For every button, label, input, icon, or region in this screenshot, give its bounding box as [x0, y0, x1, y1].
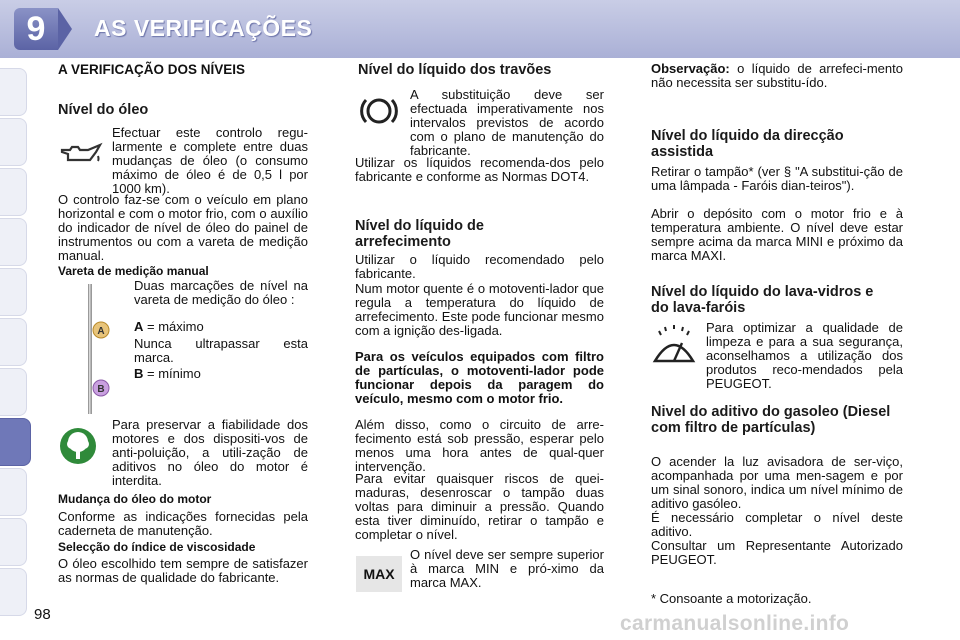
additive-title: Nivel do aditivo do gasoleo (Diesel com filtro de partículas) — [651, 404, 891, 436]
dipstick-mark-a: A — [97, 326, 105, 337]
watermark: carmanualsonline.info — [620, 612, 850, 635]
footnote: * Consoante a motorização. — [651, 591, 812, 606]
dipstick-icon — [84, 284, 114, 416]
oil-level-title: Nível do óleo — [58, 102, 149, 118]
side-tab — [0, 518, 27, 566]
environment-tree-icon — [58, 426, 98, 466]
viscosity-text: O óleo escolhido tem sempre de satisfazer as normas de qualidade do fabricante. — [58, 556, 308, 585]
side-tab — [0, 118, 27, 166]
side-tab — [0, 468, 27, 516]
max-mark-label: MAX — [363, 566, 395, 582]
side-tab-active — [0, 418, 31, 466]
viscosity-title: Selecção do índice de viscosidade — [58, 540, 256, 554]
note-label: Observação: — [651, 61, 730, 76]
steering-text-1: Retirar o tampão* (ver § "A substitui-ção de uma lâmpada - Faróis dian-teiros"). — [651, 164, 903, 193]
brake-text: A substituição deve ser efectuada imperativamente nos intervalos previstos de acordo com o plano de manutenção do fabricante. — [410, 87, 604, 158]
max-mark-text: O nível deve ser sempre superior à marca MIN e pró-ximo da marca MAX. — [410, 547, 604, 590]
never-exceed-text: Nunca ultrapassar esta marca. — [134, 336, 308, 365]
side-tab — [0, 168, 27, 216]
mark-a-line — [134, 320, 204, 334]
coolant-title: Nível do líquido de arrefecimento — [355, 218, 484, 250]
side-tab — [0, 68, 27, 116]
dipstick-title: Vareta de medição manual — [58, 264, 209, 278]
additive-text-3: Consultar um Representante Autorizado PEUGEOT. — [651, 538, 903, 567]
coolant-text-2: Num motor quente é o motoventi-lador que regula a temperatura do líquido de arrefecimento. Este pode funcionar mesmo com a ignição des-ligada. — [355, 281, 604, 338]
side-tab — [0, 318, 27, 366]
oil-change-text: Conforme as indicações fornecidas pela caderneta de manutenção. — [58, 509, 308, 538]
page-title: AS VERIFICAÇÕES — [94, 15, 313, 41]
coolant-text-4: Para evitar quaisquer riscos de quei-maduras, desenroscar o tampão duas voltas para diminuir a pressão. Quando esta tiver diminuído, retirar o tampão e completar o nível. — [355, 471, 604, 542]
windscreen-washer-icon — [651, 323, 697, 369]
steering-fluid-title: Nível do líquido da direcção assistida — [651, 128, 844, 160]
coolant-text-1: Utilizar o líquido recomendado pelo fabricante. — [355, 252, 604, 281]
oil-can-icon — [58, 140, 104, 166]
mark-a-text: = máximo — [143, 319, 204, 334]
washer-text: Para optimizar a qualidade de limpeza e para a sua segurança, aconselhamos a utilização dos produtos reco-mendados pela PEUGEOT. — [706, 320, 903, 391]
side-tab — [0, 368, 27, 416]
note-text: o líquido de arrefeci-mento não necessita ser substitu-ído. — [651, 61, 903, 90]
oil-change-title: Mudança do óleo do motor — [58, 492, 212, 506]
additive-text-2: É necessário completar o nível deste aditivo. — [651, 510, 903, 539]
brake-fluid-text: Utilizar os líquidos recomenda-dos pelo fabricante e conforme as Normas DOT4. — [355, 155, 604, 184]
side-tab — [0, 568, 27, 616]
page-number: 98 — [34, 606, 51, 623]
max-mark-icon — [356, 556, 402, 592]
coolant-note — [651, 62, 903, 90]
washer-fluid-title: Nível do líquido do lava-vidros e do lava-faróis — [651, 284, 874, 316]
mark-a-letter: A — [134, 319, 144, 334]
coolant-text-3: Além disso, como o circuito de arre-fecimento está sob pressão, esperar pelo menos uma hora antes de qual-quer intervenção. — [355, 417, 604, 474]
mark-b-line — [134, 367, 201, 381]
steering-text-2: Abrir o depósito com o motor frio e à temperatura ambiente. O nível deve estar sempre acima da marca MINI e próximo da marca MAXI. — [651, 206, 903, 263]
oil-intro-text: Efectuar este controlo regu-larmente e complete entre duas mudanças de óleo (o consumo máximo de óleo é de 0,5 l por 1000 km). — [112, 125, 308, 196]
side-tab — [0, 218, 27, 266]
mark-b-text: = mínimo — [143, 366, 201, 381]
coolant-warning-text: Para os veículos equipados com filtro de partículas, o motoventi-lador pode funcionar depois da paragem do veículo, mesmo com o motor frio. — [355, 349, 604, 406]
side-tab — [0, 268, 27, 316]
brake-fluid-title: Nível do líquido dos travões — [358, 62, 552, 78]
dipstick-text: Duas marcações de nível na vareta de medição do óleo : — [134, 278, 308, 307]
dipstick-mark-b: B — [97, 384, 105, 395]
chapter-number: 9 — [26, 10, 46, 48]
brake-warning-icon — [358, 90, 400, 132]
section-title: A VERIFICAÇÃO DOS NÍVEIS — [58, 62, 246, 77]
mark-b-letter: B — [134, 366, 144, 381]
additive-text-1: O acender la luz avisadora de ser-viço, acompanhada por uma men-sagem e por um sinal sonoro, indica um nível mínimo de aditivo gasóleo. — [651, 454, 903, 511]
side-tabs — [0, 58, 30, 640]
oil-control-text: O controlo faz-se com o veículo em plano horizontal e com o motor frio, com o auxílio do indicador de nível de óleo do painel de instrumentos ou com a vareta de medição manual. — [58, 192, 308, 263]
environment-text: Para preservar a fiabilidade dos motores e dos dispositi-vos de anti-poluição, a utili-zação de aditivos no óleo do motor é interdita. — [112, 417, 308, 488]
